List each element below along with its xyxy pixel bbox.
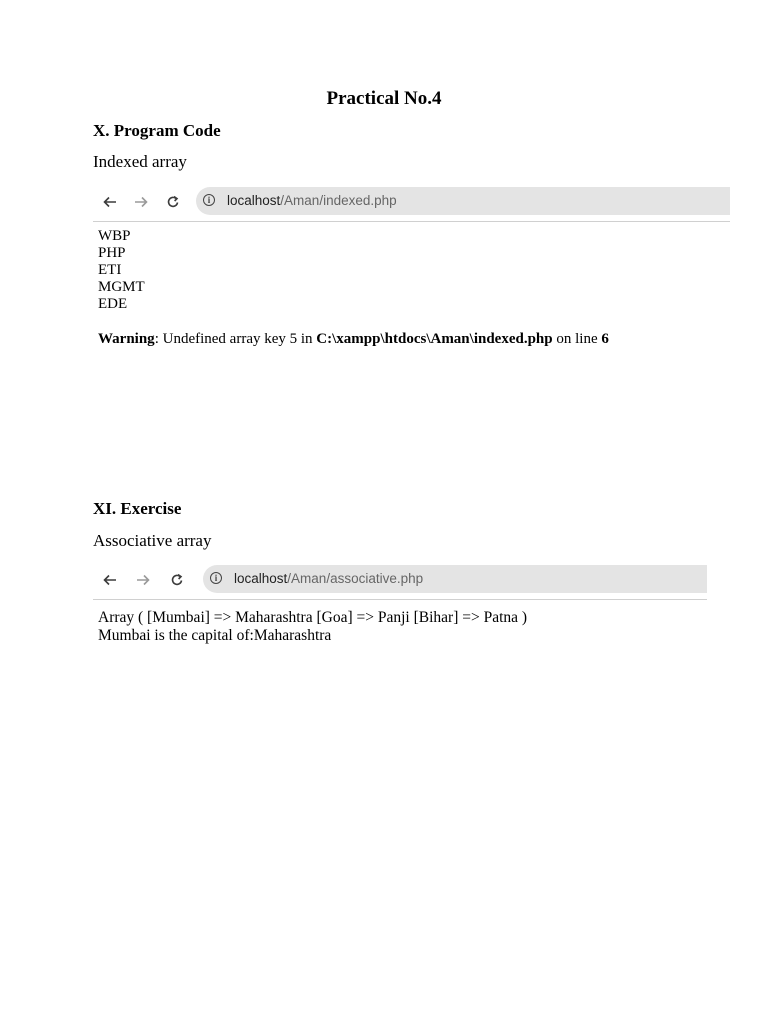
address-bar[interactable] [196,187,730,215]
output-line: ETI [98,262,122,278]
output-line: MGMT [98,279,145,295]
section-heading-program-code: X. Program Code [93,121,221,140]
info-icon[interactable]: i [210,572,222,584]
output-line: WBP [98,228,131,244]
subheading-indexed-array: Indexed array [93,152,187,171]
output-line: EDE [98,296,128,312]
browser-toolbar [93,187,730,222]
output-line: PHP [98,245,126,261]
page-title: Practical No.4 [326,88,442,109]
output-line: Mumbai is the capital of:Maharashtra [98,627,332,644]
arrow-right-icon[interactable] [132,569,154,591]
arrow-left-icon[interactable] [99,569,121,591]
reload-icon[interactable] [166,569,188,591]
section-heading-exercise: XI. Exercise [93,499,182,518]
indexed-output [98,228,145,313]
info-icon[interactable]: i [203,194,215,206]
arrow-right-icon[interactable] [130,191,152,213]
associative-output [98,609,527,645]
subheading-associative-array: Associative array [93,531,212,550]
reload-icon[interactable] [162,191,184,213]
browser-toolbar [93,565,707,600]
output-line: Array ( [Mumbai] => Maharashtra [Goa] => Panji [Bihar] => Patna ) [98,609,528,626]
arrow-left-icon[interactable] [99,191,121,213]
php-warning: Warning: Undefined array key 5 in C:\xampp\htdocs\Aman\indexed.php on line 6 [98,331,609,347]
url-text: localhost/Aman/indexed.php [227,193,397,208]
address-bar[interactable] [203,565,707,593]
url-text: localhost/Aman/associative.php [234,571,424,586]
